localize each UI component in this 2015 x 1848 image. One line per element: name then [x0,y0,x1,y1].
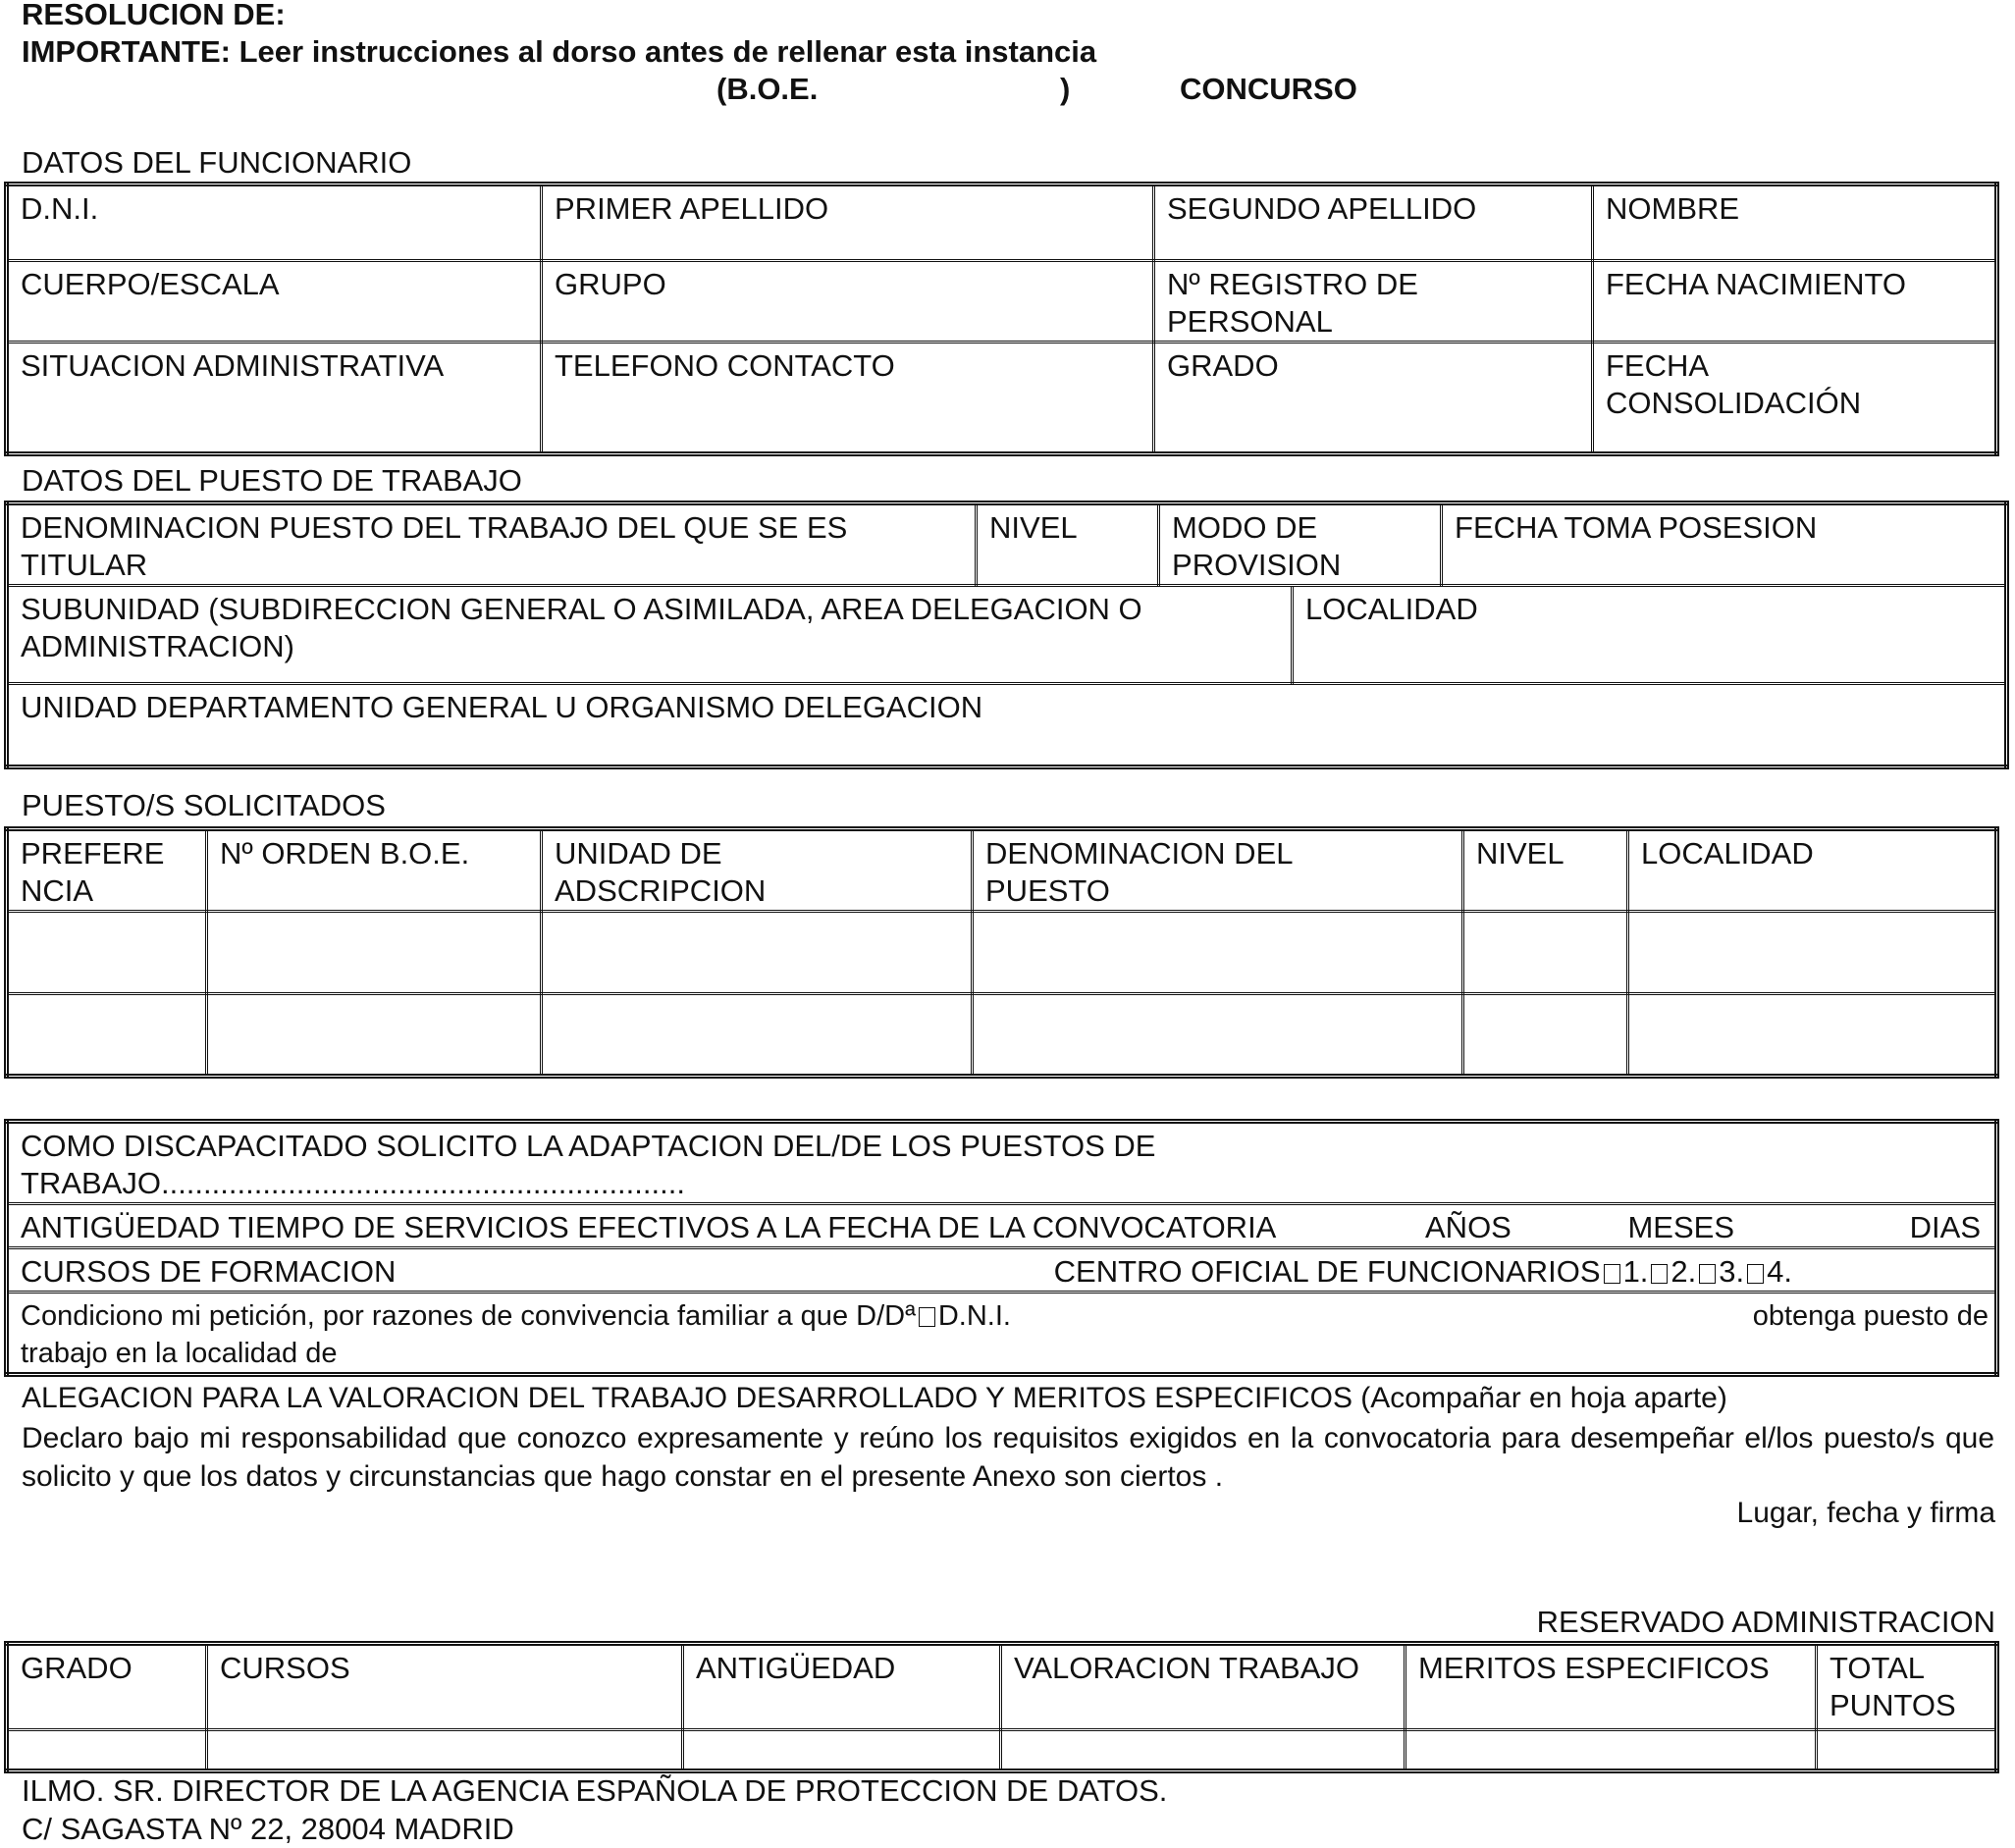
localidad-header [1628,829,1997,912]
unidad-departamento-field[interactable] [7,684,2007,767]
fecha-toma-posesion-label: FECHA TOMA POSESION [1455,510,1818,545]
situacion-administrativa-label: SITUACION ADMINISTRATIVA [21,348,445,383]
antiguedad-cell[interactable] [683,1730,1001,1771]
total-puntos-header [1817,1644,1997,1730]
orden-boe-header [207,829,542,912]
orden-boe-cell[interactable] [207,994,542,1077]
denominacion-puesto-header [973,829,1463,912]
nivel-cell[interactable] [1463,912,1628,994]
denominacion-puesto-cell[interactable] [973,994,1463,1077]
puesto-trabajo-title: DATOS DEL PUESTO DE TRABAJO [22,463,522,498]
meses-label: MESES [1627,1210,1735,1244]
cursos-col-label: CURSOS [220,1651,350,1685]
localidad-cell[interactable] [1628,994,1997,1077]
fecha-consolidacion-label: FECHA CONSOLIDACIÓN [1606,348,1862,420]
fecha-consolidacion-field[interactable] [1593,343,1997,454]
funcionario-table [4,182,1999,456]
preferencia-label: PREFERE NCIA [21,836,165,908]
total-puntos-label: TOTAL PUNTOS [1829,1651,1956,1722]
importante-line [22,33,1096,71]
cuerpo-escala-field[interactable] [7,261,542,343]
antiguedad-header [683,1644,1001,1730]
preferencia-cell[interactable] [7,994,207,1077]
reservado-title: RESERVADO ADMINISTRACION [1536,1605,1995,1639]
orden-boe-label: Nº ORDEN B.O.E. [220,836,470,871]
checkbox-icon[interactable] [1604,1264,1620,1284]
valoracion-trabajo-header [1001,1644,1405,1730]
option-2-label: 2. [1670,1254,1697,1289]
telefono-contacto-label: TELEFONO CONTACTO [555,348,895,383]
option-3-label: 3. [1719,1254,1745,1289]
preferencia-cell[interactable] [7,912,207,994]
reservado-table [4,1641,1999,1773]
nivel-label: NIVEL [989,510,1078,545]
checkbox-icon[interactable] [1747,1264,1764,1284]
importante-prefix: IMPORTANTE: [22,34,231,69]
segundo-apellido-field[interactable] [1154,185,1593,261]
fecha-toma-posesion-field[interactable] [1442,503,2007,586]
cursos-formacion-field[interactable] [7,1248,1997,1293]
valoracion-trabajo-cell[interactable] [1001,1730,1405,1771]
checkbox-icon[interactable] [1699,1264,1716,1284]
concurso-label: CONCURSO [1180,72,1357,106]
modo-provision-label: MODO DE PROVISION [1172,510,1342,582]
grado-col-label: GRADO [21,1651,133,1685]
modo-provision-field[interactable] [1159,503,1442,586]
nombre-label: NOMBRE [1606,191,1740,226]
dni-inline-label: D.N.I. [937,1300,1011,1332]
primer-apellido-label: PRIMER APELLIDO [555,191,829,226]
cursos-header [207,1644,683,1730]
nivel-header [1463,829,1628,912]
option-4-label: 4. [1767,1254,1792,1289]
checkbox-icon[interactable] [919,1307,935,1327]
footer-director: ILMO. SR. DIRECTOR DE LA AGENCIA ESPAÑOLA DE PROTECCION DE DATOS. [22,1773,1168,1808]
unidad-adscripcion-cell[interactable] [542,912,973,994]
condiciono-field[interactable] [7,1293,1997,1375]
denominacion-puesto-col-label: DENOMINACION DEL PUESTO [985,836,1294,908]
situacion-administrativa-field[interactable] [7,343,542,454]
centro-oficial-label: CENTRO OFICIAL DE FUNCIONARIOS [1053,1254,1601,1289]
unidad-departamento-label: UNIDAD DEPARTAMENTO GENERAL U ORGANISMO DELEGACION [21,690,983,724]
meritos-especificos-header [1405,1644,1817,1730]
cursos-cell[interactable] [207,1730,683,1771]
grado-label: GRADO [1167,348,1279,383]
grupo-label: GRUPO [555,267,666,301]
resolucion-label: RESOLUCION DE: [22,0,286,31]
dni-label: D.N.I. [21,191,99,226]
localidad-cell[interactable] [1628,912,1997,994]
trabajo-localidad-label: trabajo en la localidad de [21,1338,338,1369]
subunidad-field[interactable] [7,586,1293,684]
option-1-label: 1. [1622,1254,1649,1289]
preferencia-header [7,829,207,912]
registro-personal-label: Nº REGISTRO DE PERSONAL [1167,267,1418,339]
condiciono-label: Condiciono mi petición, por razones de convivencia familiar a que D/Dª [21,1300,916,1332]
localidad-col-label: LOCALIDAD [1641,836,1814,871]
boe-close: ) [1060,72,1071,106]
lugar-fecha-firma: Lugar, fecha y firma [1736,1497,1995,1529]
grado-cell[interactable] [7,1730,207,1771]
alegacion-text: ALEGACION PARA LA VALORACION DEL TRABAJO DESARROLLADO Y MERITOS ESPECIFICOS (Acompañar en hoja aparte) [22,1382,1727,1414]
meritos-especificos-cell[interactable] [1405,1730,1817,1771]
registro-personal-field[interactable] [1154,261,1593,343]
localidad-label: LOCALIDAD [1305,592,1478,626]
puesto-trabajo-table [4,501,2009,769]
denominacion-puesto-cell[interactable] [973,912,1463,994]
boe-open: (B.O.E. [716,72,819,106]
puestos-solicitados-title: PUESTO/S SOLICITADOS [22,788,386,822]
orden-boe-cell[interactable] [207,912,542,994]
fecha-nacimiento-label: FECHA NACIMIENTO [1606,267,1907,301]
grado-field[interactable] [1154,343,1593,454]
footer-address: C/ SAGASTA Nº 22, 28004 MADRID [22,1812,514,1846]
antiguedad-field[interactable] [7,1204,1997,1248]
denominacion-puesto-label: DENOMINACION PUESTO DEL TRABAJO DEL QUE SE ES TITULAR [21,510,848,582]
puestos-solicitados-table [4,826,1999,1079]
dias-label: DIAS [1909,1210,1981,1244]
fecha-nacimiento-field[interactable] [1593,261,1997,343]
checkbox-icon[interactable] [1651,1264,1668,1284]
declaro-text: Declaro bajo mi responsabilidad que conozco expresamente y reúno los requisitos exigidos en la convocatoria para desempeñar el/los puesto/s que solicito y que los datos y circunstancias que hago constar en el presente Anexo son ciertos . [22,1422,1994,1493]
antiguedad-label: ANTIGÜEDAD TIEMPO DE SERVICIOS EFECTIVOS A LA FECHA DE LA CONVOCATORIA [21,1210,1277,1244]
localidad-field[interactable] [1293,586,2007,684]
otros-datos-table [4,1119,1999,1377]
subunidad-label: SUBUNIDAD (SUBDIRECCION GENERAL O ASIMILADA, AREA DELEGACION O ADMINISTRACION) [21,592,1142,663]
nivel-col-label: NIVEL [1476,836,1564,871]
dni-field[interactable] [7,185,542,261]
table-row [7,994,1997,1077]
importante-text: Leer instrucciones al dorso antes de rellenar esta instancia [239,34,1097,69]
cuerpo-escala-label: CUERPO/ESCALA [21,267,280,301]
denominacion-puesto-field[interactable] [7,503,977,586]
unidad-adscripcion-label: UNIDAD DE ADSCRIPCION [555,836,767,908]
discapacitado-field[interactable] [7,1122,1997,1204]
grado-header [7,1644,207,1730]
unidad-adscripcion-cell[interactable] [542,994,973,1077]
nivel-cell[interactable] [1463,994,1628,1077]
unidad-adscripcion-header [542,829,973,912]
valoracion-trabajo-label: VALORACION TRABAJO [1014,1651,1359,1685]
cursos-formacion-label: CURSOS DE FORMACION [21,1254,397,1289]
total-puntos-cell[interactable] [1817,1730,1997,1771]
anos-label: AÑOS [1425,1210,1511,1244]
grupo-field[interactable] [542,261,1154,343]
primer-apellido-field[interactable] [542,185,1154,261]
table-row [7,1730,1997,1771]
discapacitado-label: COMO DISCAPACITADO SOLICITO LA ADAPTACION DEL/DE LOS PUESTOS DE TRABAJO.............................................................. [21,1129,1156,1200]
segundo-apellido-label: SEGUNDO APELLIDO [1167,191,1477,226]
telefono-contacto-field[interactable] [542,343,1154,454]
funcionario-title: DATOS DEL FUNCIONARIO [22,145,412,180]
meritos-especificos-label: MERITOS ESPECIFICOS [1418,1651,1770,1685]
obtenga-label: obtenga puesto de [1752,1300,1988,1332]
antiguedad-col-label: ANTIGÜEDAD [696,1651,896,1685]
nombre-field[interactable] [1593,185,1997,261]
nivel-field[interactable] [977,503,1159,586]
table-row [7,912,1997,994]
